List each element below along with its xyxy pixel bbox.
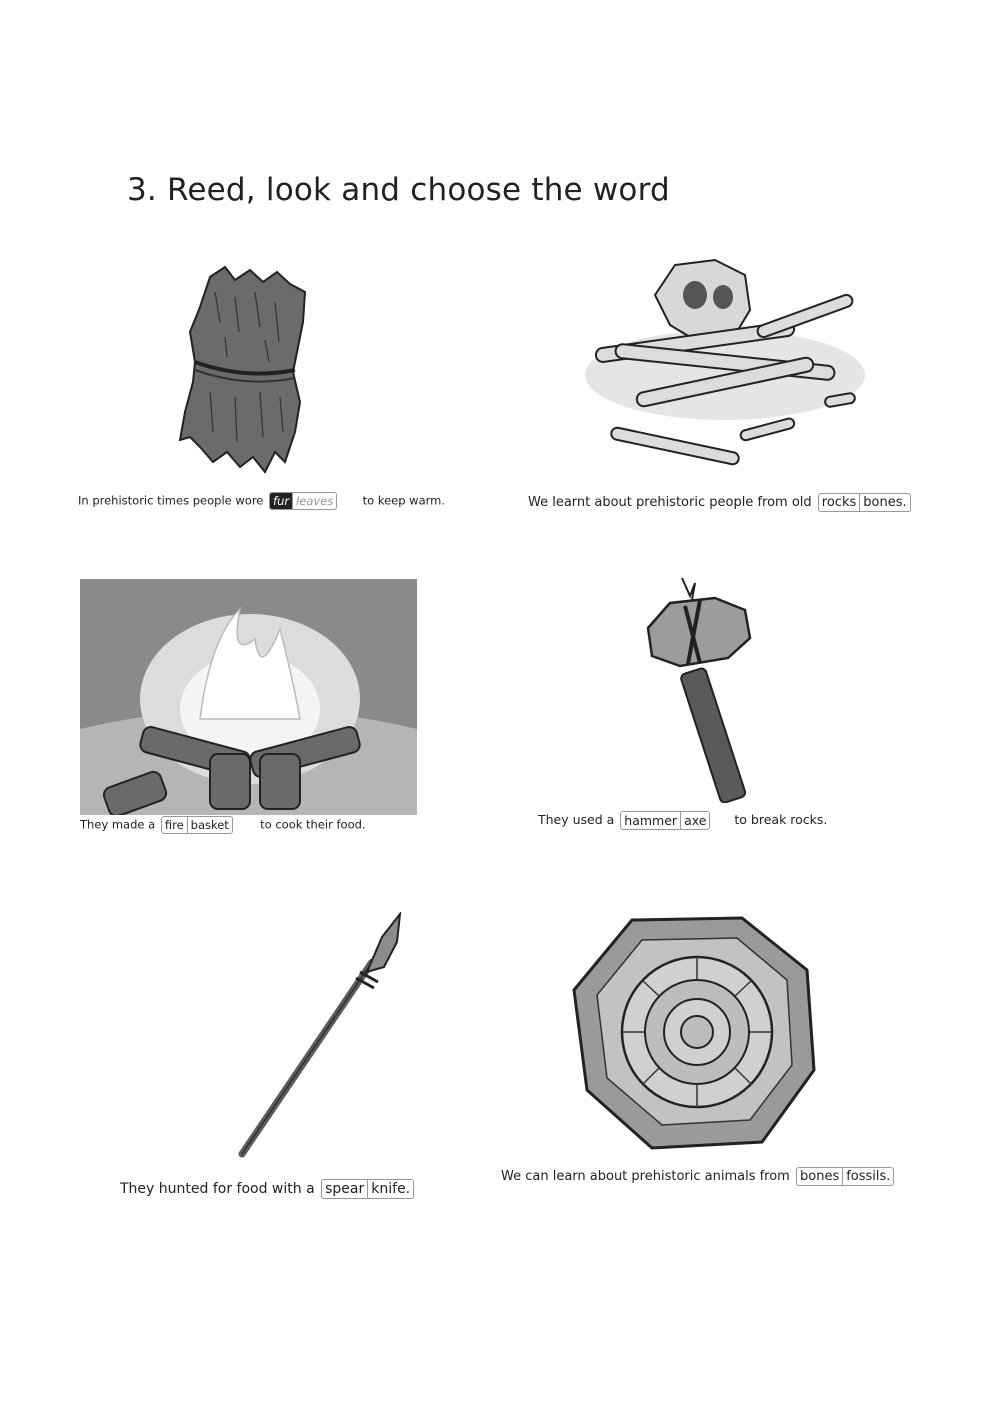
choice-rocks[interactable]: rocks: [821, 495, 857, 510]
page-title: 3. Reed, look and choose the word: [127, 172, 670, 208]
choice-group-6: [796, 1167, 894, 1186]
sentence-6: [501, 1167, 896, 1186]
choice-group-1: [269, 492, 337, 510]
choice-group-3: [161, 816, 233, 834]
choice-fur[interactable]: fur: [270, 493, 292, 509]
bones-icon: [575, 255, 875, 485]
choice-fossils[interactable]: fossils.: [842, 1168, 893, 1185]
stone-hammer-icon: [640, 578, 780, 803]
sentence-2: [528, 493, 913, 512]
choice-fire[interactable]: fire: [164, 818, 184, 832]
choice-group-5: [321, 1179, 414, 1199]
choice-hammer[interactable]: hammer: [624, 813, 678, 828]
choice-bones-2[interactable]: bones: [800, 1169, 840, 1184]
choice-group-4: [620, 811, 710, 830]
choice-knife[interactable]: knife.: [367, 1180, 413, 1198]
fur-clothing-icon: [165, 262, 315, 477]
sentence-4-before: They used a: [538, 812, 615, 827]
choice-group-2: [818, 493, 911, 512]
sentence-6-before: We can learn about prehistoric animals from: [501, 1169, 790, 1184]
sentence-3-after: to cook their food.: [260, 817, 366, 832]
sentence-1-after: to keep warm.: [362, 493, 446, 508]
choice-leaves[interactable]: leaves: [292, 493, 336, 509]
campfire-icon: [80, 579, 417, 815]
fossil-icon: [572, 910, 817, 1155]
choice-spear[interactable]: spear: [325, 1181, 365, 1197]
sentence-1-before: In prehistoric times people wore: [78, 493, 264, 508]
sentence-4: [538, 811, 827, 830]
spear-icon: [232, 912, 404, 1162]
choice-axe[interactable]: axe: [680, 812, 709, 829]
sentence-5-before: They hunted for food with a: [120, 1181, 315, 1197]
choice-basket[interactable]: basket: [187, 817, 232, 833]
sentence-3-before: They made a: [80, 817, 156, 832]
sentence-3: [80, 816, 366, 834]
sentence-5: [120, 1179, 416, 1199]
sentence-1: [78, 492, 445, 510]
choice-bones[interactable]: bones.: [859, 494, 909, 511]
sentence-4-after: to break rocks.: [734, 812, 828, 827]
sentence-2-before: We learnt about prehistoric people from old: [528, 495, 812, 510]
